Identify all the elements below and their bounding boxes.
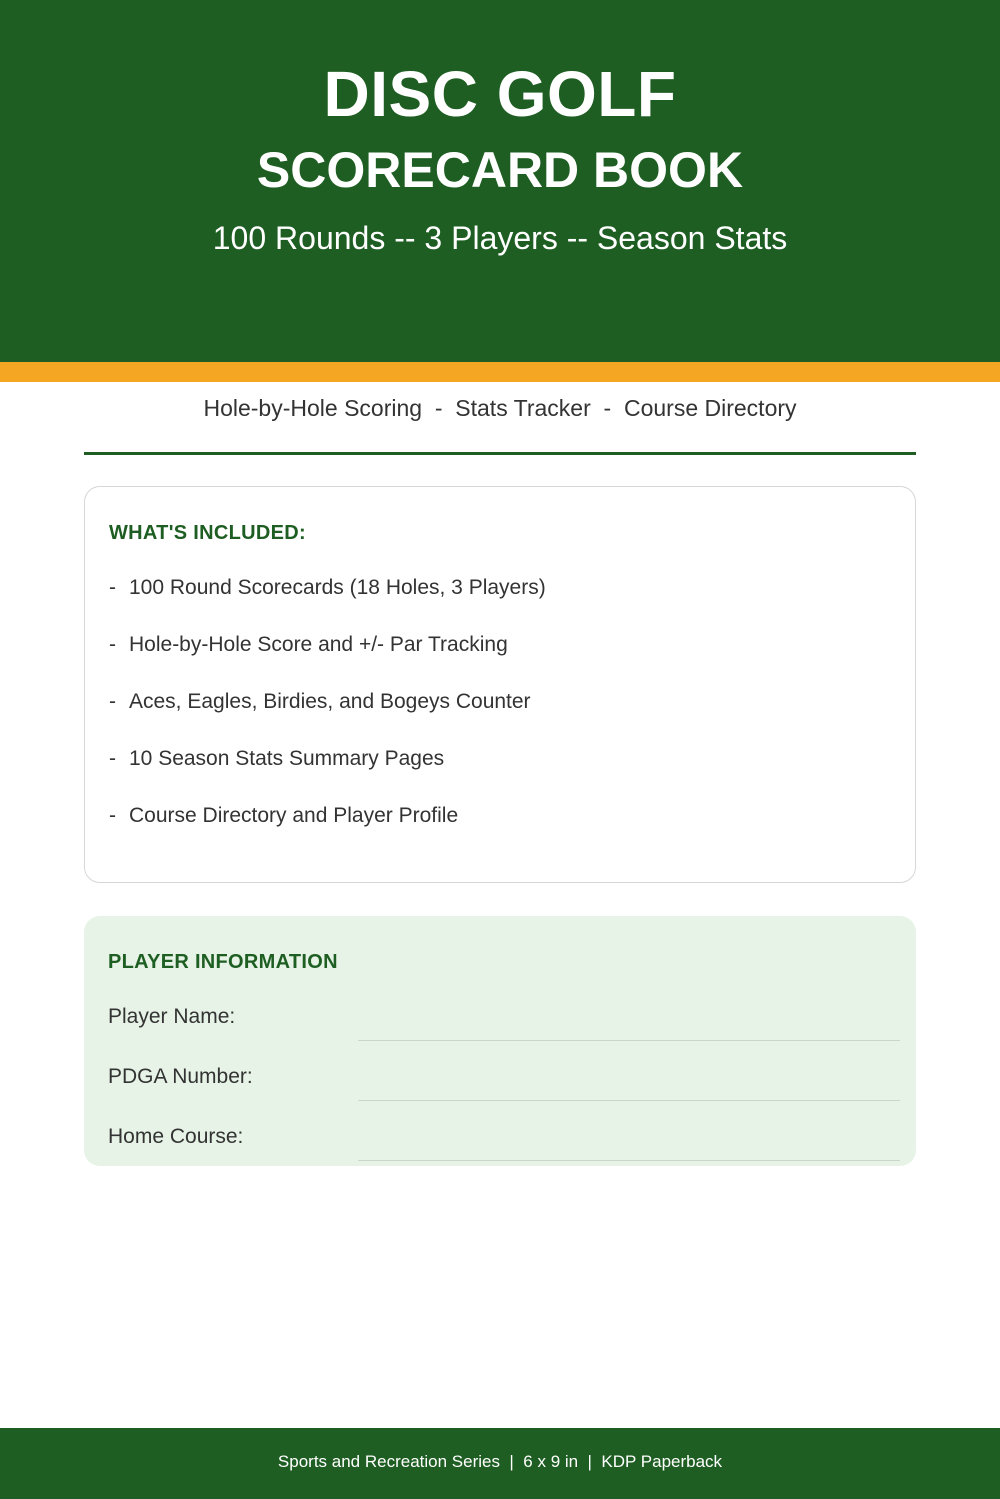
list-item (109, 573, 546, 630)
bullet-dash: - (109, 747, 116, 770)
home-course-write-line (358, 1160, 900, 1161)
whats-included-panel (84, 486, 916, 883)
cover-footer (0, 1428, 1000, 1499)
footer-text: Sports and Recreation Series | 6 x 9 in | KDP Paperback (277, 1452, 723, 1471)
bullet-dash: - (109, 804, 116, 827)
list-item-text: 10 Season Stats Summary Pages (129, 747, 445, 770)
pdga-number-write-line (358, 1100, 900, 1101)
list-item-text: Hole-by-Hole Score and +/- Par Tracking (129, 633, 508, 656)
player-name-label: Player Name: (108, 1005, 236, 1028)
section-divider (84, 452, 916, 455)
bullet-dash: - (109, 576, 116, 599)
list-item-text: Aces, Eagles, Birdies, and Bogeys Counter (129, 690, 531, 713)
list-item-text: 100 Round Scorecards (18 Holes, 3 Players) (129, 576, 546, 599)
pdga-number-label: PDGA Number: (108, 1065, 253, 1088)
book-title: DISC GOLF (323, 58, 677, 130)
bullet-dash: - (109, 690, 116, 713)
player-information-panel (84, 916, 916, 1166)
list-item-text: Course Directory and Player Profile (129, 804, 459, 827)
book-subtitle: SCORECARD BOOK (256, 142, 744, 198)
player-name-write-line (358, 1040, 900, 1041)
list-item (109, 744, 546, 801)
player-name-field (108, 1002, 900, 1042)
features-line: Hole-by-Hole Scoring - Stats Tracker - Course Directory (203, 395, 797, 421)
included-list (109, 573, 546, 858)
list-item (109, 801, 546, 858)
whats-included-heading: WHAT'S INCLUDED: (109, 522, 306, 544)
cover-header (0, 0, 1000, 362)
home-course-field (108, 1122, 900, 1162)
home-course-label: Home Course: (108, 1125, 244, 1148)
bullet-dash: - (109, 633, 116, 656)
pdga-number-field (108, 1062, 900, 1102)
book-tagline: 100 Rounds -- 3 Players -- Season Stats (212, 220, 788, 256)
accent-stripe (0, 362, 1000, 382)
list-item (109, 687, 546, 744)
player-information-heading: PLAYER INFORMATION (108, 951, 338, 973)
list-item (109, 630, 546, 687)
